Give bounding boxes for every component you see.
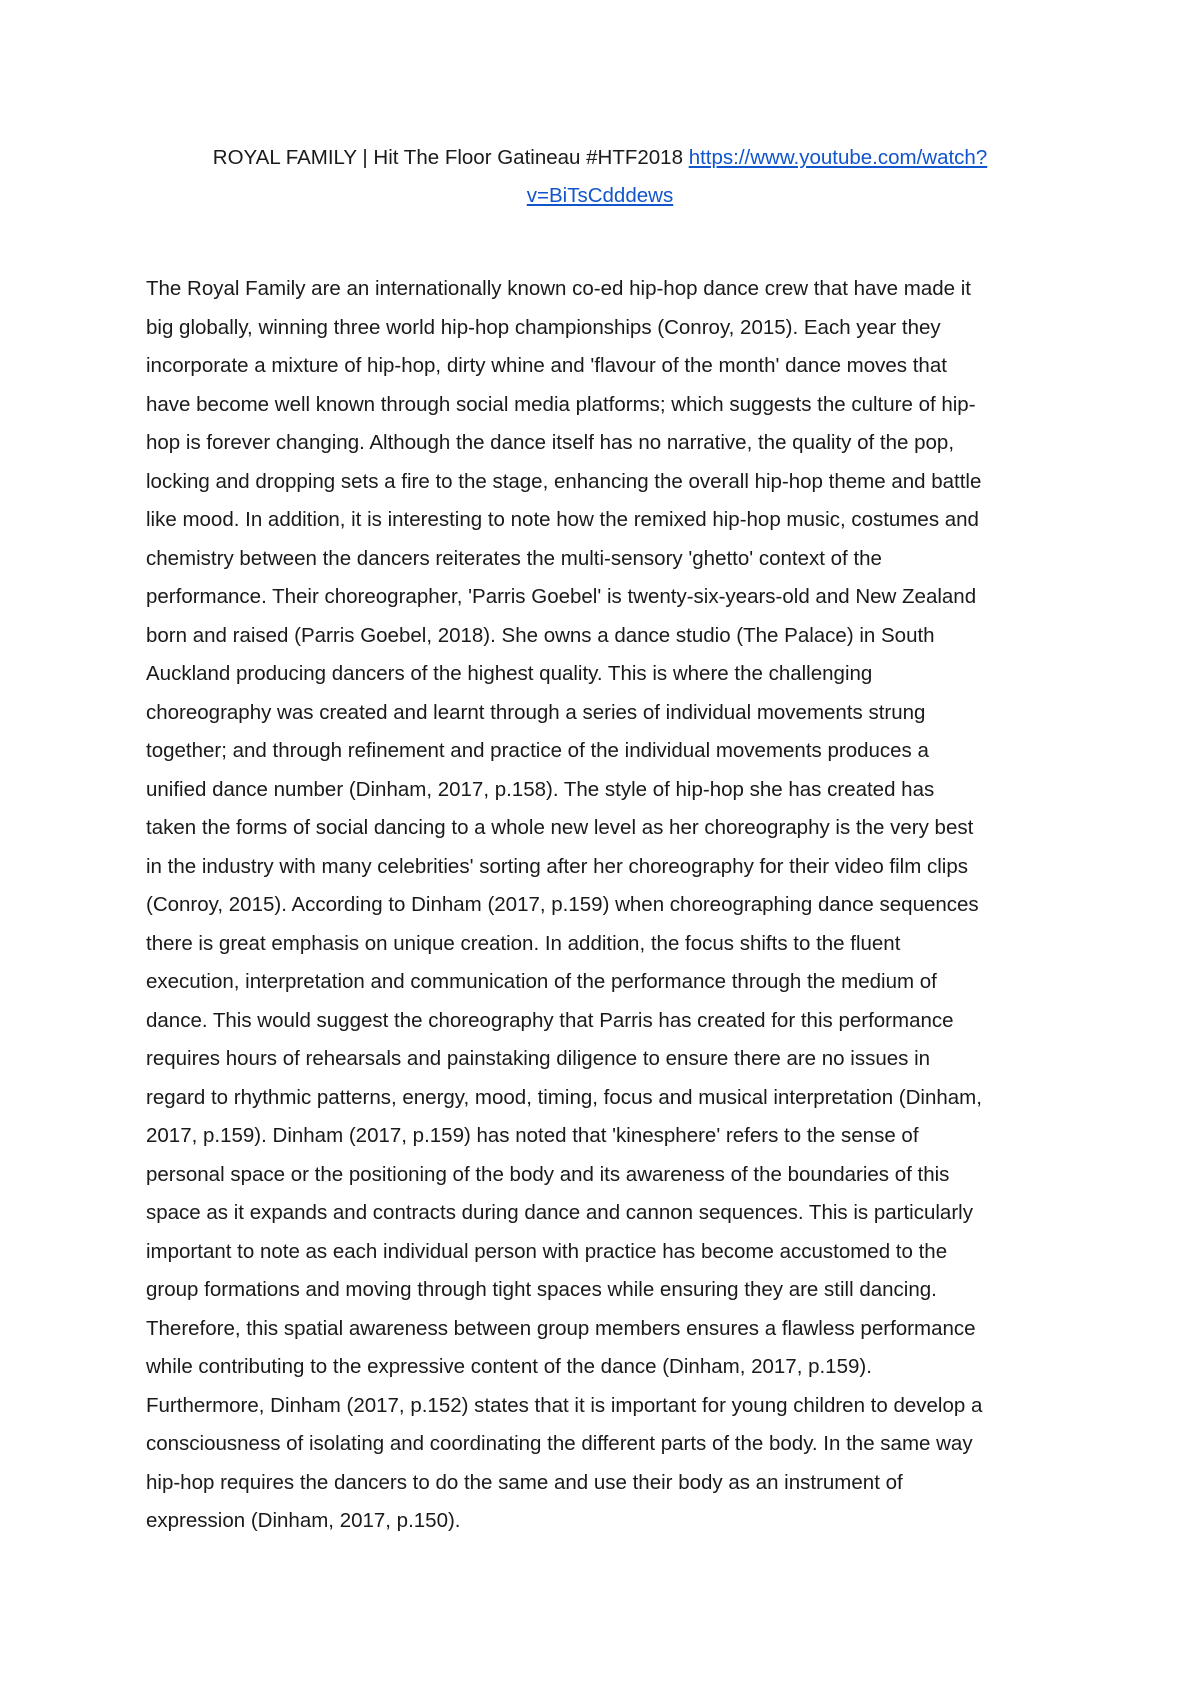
paragraph-line: regard to rhythmic patterns, energy, mood, timing, focus and musical interpretation (Dinham, — [146, 1085, 982, 1109]
paragraph-line: personal space or the positioning of the body and its awareness of the boundaries of this — [146, 1162, 950, 1186]
paragraph-line: Auckland producing dancers of the highest quality. This is where the challenging — [146, 662, 873, 685]
paragraph-line: choreography was created and learnt through a series of individual movements strung — [146, 700, 926, 724]
paragraph-line: together; and through refinement and practice of the individual movements produces a — [146, 739, 929, 762]
paragraph-line: space as it expands and contracts during dance and cannon sequences. This is particularly — [146, 1201, 973, 1224]
paragraph-line: important to note as each individual person with practice has become accustomed to the — [146, 1239, 948, 1263]
paragraph-line: like mood. In addition, it is interesting to note how the remixed hip-hop music, costumes and — [146, 508, 979, 531]
body-paragraph — [146, 270, 1066, 1541]
paragraph-line: there is great emphasis on unique creation. In addition, the focus shifts to the fluent — [146, 931, 901, 955]
paragraph-line: performance. Their choreographer, 'Parris Goebel' is twenty-six-years-old and New Zealand — [146, 585, 977, 608]
heading-title: ROYAL FAMILY | Hit The Floor Gatineau #HTF2018 — [212, 146, 683, 169]
paragraph-line: consciousness of isolating and coordinating the different parts of the body. In the same way — [146, 1432, 973, 1455]
paragraph-line: execution, interpretation and communication of the performance through the medium of — [146, 970, 937, 993]
paragraph-line: taken the forms of social dancing to a whole new level as her choreography is the very best — [146, 816, 974, 839]
paragraph-line: (Conroy, 2015). According to Dinham (2017, p.159) when choreographing dance sequences — [146, 893, 979, 916]
paragraph-line: unified dance number (Dinham, 2017, p.158). The style of hip-hop she has created has — [146, 777, 935, 801]
document-heading — [146, 139, 1054, 215]
paragraph-line: born and raised (Parris Goebel, 2018). She owns a dance studio (The Palace) in South — [146, 623, 935, 647]
youtube-link-part2[interactable]: v=BiTsCdddews — [526, 184, 674, 207]
paragraph-line: expression (Dinham, 2017, p.150). — [146, 1509, 461, 1532]
paragraph-line: hop is forever changing. Although the dance itself has no narrative, the quality of the pop, — [146, 431, 955, 454]
paragraph-line: dance. This would suggest the choreography that Parris has created for this performance — [146, 1008, 954, 1032]
paragraph-line: have become well known through social media platforms; which suggests the culture of hip- — [146, 392, 976, 416]
youtube-link-part1[interactable]: https://www.youtube.com/watch? — [688, 146, 988, 169]
paragraph-line: Furthermore, Dinham (2017, p.152) states that it is important for young children to develop a — [146, 1393, 983, 1417]
paragraph-line: locking and dropping sets a fire to the stage, enhancing the overall hip-hop theme and battle — [146, 469, 982, 493]
paragraph-line: in the industry with many celebrities' sorting after her choreography for their video film clips — [146, 854, 969, 878]
paragraph-line: The Royal Family are an internationally known co-ed hip-hop dance crew that have made it — [146, 277, 971, 300]
paragraph-line: 2017, p.159). Dinham (2017, p.159) has noted that 'kinesphere' refers to the sense of — [146, 1124, 919, 1147]
paragraph-line: group formations and moving through tight spaces while ensuring they are still dancing. — [146, 1278, 937, 1301]
paragraph-line: chemistry between the dancers reiterates the multi-sensory 'ghetto' context of the — [146, 546, 882, 570]
paragraph-line: requires hours of rehearsals and painstaking diligence to ensure there are no issues in — [146, 1047, 931, 1070]
paragraph-line: Therefore, this spatial awareness between group members ensures a flawless performance — [146, 1316, 976, 1340]
paragraph-line: hip-hop requires the dancers to do the same and use their body as an instrument of — [146, 1470, 903, 1494]
paragraph-line: incorporate a mixture of hip-hop, dirty whine and 'flavour of the month' dance moves that — [146, 354, 947, 377]
paragraph-line: big globally, winning three world hip-hop championships (Conroy, 2015). Each year they — [146, 315, 941, 339]
paragraph-line: while contributing to the expressive content of the dance (Dinham, 2017, p.159). — [146, 1355, 872, 1378]
